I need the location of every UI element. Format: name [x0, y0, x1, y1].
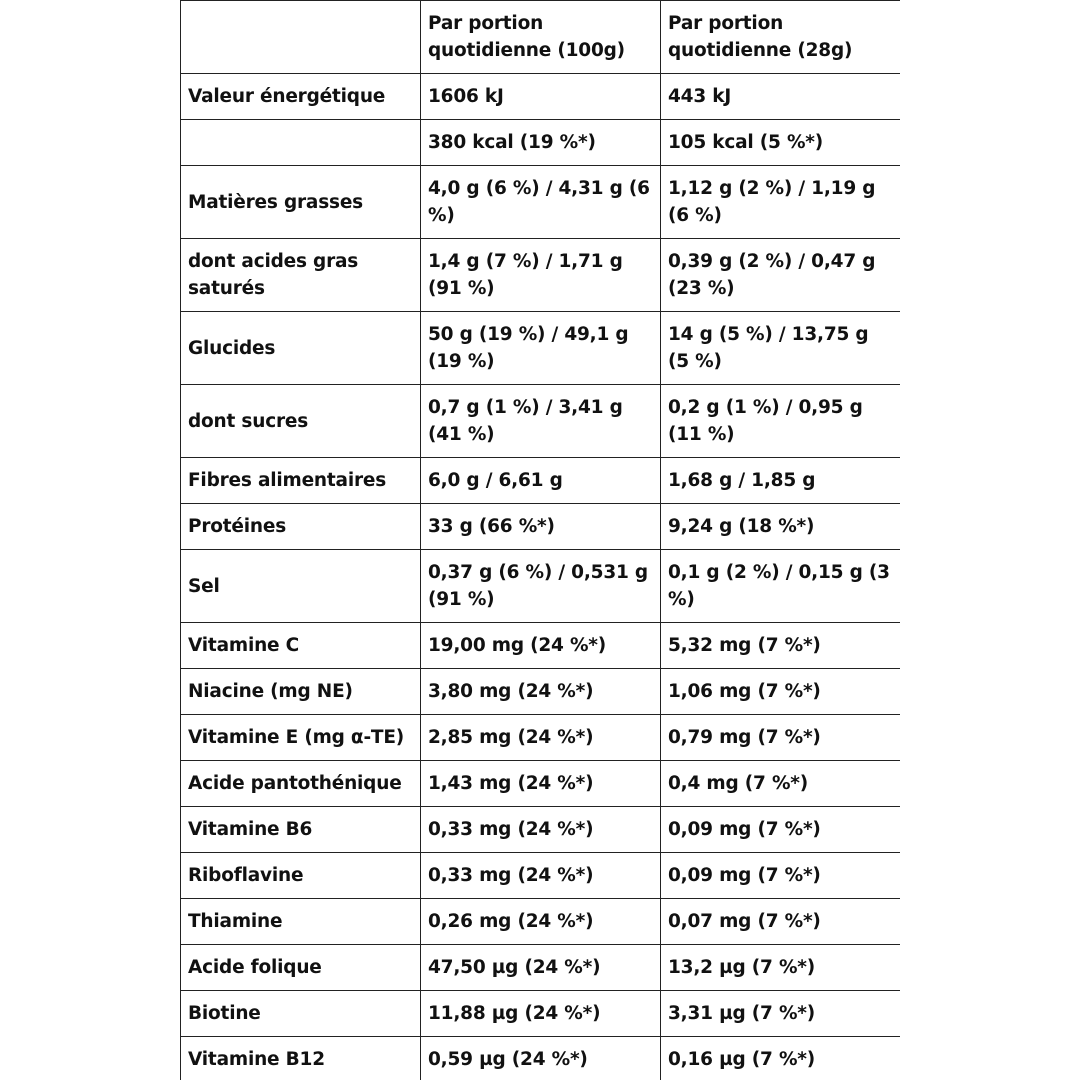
cell-value-100g: 380 kcal (19 %*): [421, 120, 661, 166]
cell-value-28g: 9,24 g (18 %*): [661, 504, 901, 550]
table-row: [181, 385, 901, 458]
table-header-row: [181, 1, 901, 74]
nutrition-table: [180, 0, 900, 1080]
table-row: [181, 166, 901, 239]
cell-value-28g: 5,32 mg (7 %*): [661, 623, 901, 669]
cell-value-28g: 1,12 g (2 %) / 1,19 g (6 %): [661, 166, 901, 239]
cell-value-28g: 0,79 mg (7 %*): [661, 715, 901, 761]
row-label: Niacine (mg NE): [181, 669, 421, 715]
cell-value-28g: 0,4 mg (7 %*): [661, 761, 901, 807]
cell-value-28g: 105 kcal (5 %*): [661, 120, 901, 166]
cell-value-100g: 0,33 mg (24 %*): [421, 807, 661, 853]
table-row: [181, 899, 901, 945]
nutrition-sheet: [180, 0, 900, 1080]
table-row: [181, 239, 901, 312]
row-label: Valeur énergétique: [181, 74, 421, 120]
row-label: Acide folique: [181, 945, 421, 991]
table-row: [181, 550, 901, 623]
cell-value-28g: 3,31 µg (7 %*): [661, 991, 901, 1037]
cell-value-100g: 0,26 mg (24 %*): [421, 899, 661, 945]
cell-value-100g: 47,50 µg (24 %*): [421, 945, 661, 991]
cell-value-100g: 3,80 mg (24 %*): [421, 669, 661, 715]
row-label: Vitamine E (mg α-TE): [181, 715, 421, 761]
row-label: dont acides gras saturés: [181, 239, 421, 312]
cell-value-100g: 4,0 g (6 %) / 4,31 g (6 %): [421, 166, 661, 239]
table-row: [181, 945, 901, 991]
table-row: [181, 669, 901, 715]
row-label: Sel: [181, 550, 421, 623]
table-row: [181, 74, 901, 120]
row-label: Vitamine C: [181, 623, 421, 669]
cell-value-100g: 1,4 g (7 %) / 1,71 g (91 %): [421, 239, 661, 312]
cell-value-100g: 1606 kJ: [421, 74, 661, 120]
row-label: [181, 120, 421, 166]
column-header-100g: Par portion quotidienne (100g): [421, 1, 661, 74]
cell-value-100g: 11,88 µg (24 %*): [421, 991, 661, 1037]
table-row: [181, 761, 901, 807]
cell-value-28g: 0,39 g (2 %) / 0,47 g (23 %): [661, 239, 901, 312]
cell-value-28g: 0,09 mg (7 %*): [661, 807, 901, 853]
cell-value-100g: 1,43 mg (24 %*): [421, 761, 661, 807]
header-corner-cell: [181, 1, 421, 74]
cell-value-100g: 0,7 g (1 %) / 3,41 g (41 %): [421, 385, 661, 458]
row-label: dont sucres: [181, 385, 421, 458]
row-label: Riboflavine: [181, 853, 421, 899]
table-row: [181, 807, 901, 853]
cell-value-28g: 0,1 g (2 %) / 0,15 g (3 %): [661, 550, 901, 623]
cell-value-28g: 13,2 µg (7 %*): [661, 945, 901, 991]
row-label: Acide pantothénique: [181, 761, 421, 807]
cell-value-100g: 0,33 mg (24 %*): [421, 853, 661, 899]
cell-value-100g: 2,85 mg (24 %*): [421, 715, 661, 761]
table-row: [181, 312, 901, 385]
table-row: [181, 623, 901, 669]
row-label: Glucides: [181, 312, 421, 385]
table-row: [181, 991, 901, 1037]
cell-value-28g: 443 kJ: [661, 74, 901, 120]
cell-value-100g: 50 g (19 %) / 49,1 g (19 %): [421, 312, 661, 385]
table-row: [181, 458, 901, 504]
table-row: [181, 715, 901, 761]
cell-value-100g: 19,00 mg (24 %*): [421, 623, 661, 669]
cell-value-100g: 0,59 µg (24 %*): [421, 1037, 661, 1080]
cell-value-28g: 0,2 g (1 %) / 0,95 g (11 %): [661, 385, 901, 458]
cell-value-28g: 0,16 µg (7 %*): [661, 1037, 901, 1080]
cell-value-28g: 14 g (5 %) / 13,75 g (5 %): [661, 312, 901, 385]
row-label: Vitamine B6: [181, 807, 421, 853]
table-row: [181, 120, 901, 166]
cell-value-28g: 0,07 mg (7 %*): [661, 899, 901, 945]
cell-value-100g: 33 g (66 %*): [421, 504, 661, 550]
cell-value-28g: 0,09 mg (7 %*): [661, 853, 901, 899]
cell-value-100g: 0,37 g (6 %) / 0,531 g (91 %): [421, 550, 661, 623]
cell-value-28g: 1,68 g / 1,85 g: [661, 458, 901, 504]
row-label: Fibres alimentaires: [181, 458, 421, 504]
row-label: Protéines: [181, 504, 421, 550]
cell-value-100g: 6,0 g / 6,61 g: [421, 458, 661, 504]
table-row: [181, 504, 901, 550]
column-header-28g: Par portion quotidienne (28g): [661, 1, 901, 74]
row-label: Vitamine B12: [181, 1037, 421, 1080]
table-row: [181, 1037, 901, 1080]
row-label: Thiamine: [181, 899, 421, 945]
row-label: Matières grasses: [181, 166, 421, 239]
cell-value-28g: 1,06 mg (7 %*): [661, 669, 901, 715]
row-label: Biotine: [181, 991, 421, 1037]
table-row: [181, 853, 901, 899]
